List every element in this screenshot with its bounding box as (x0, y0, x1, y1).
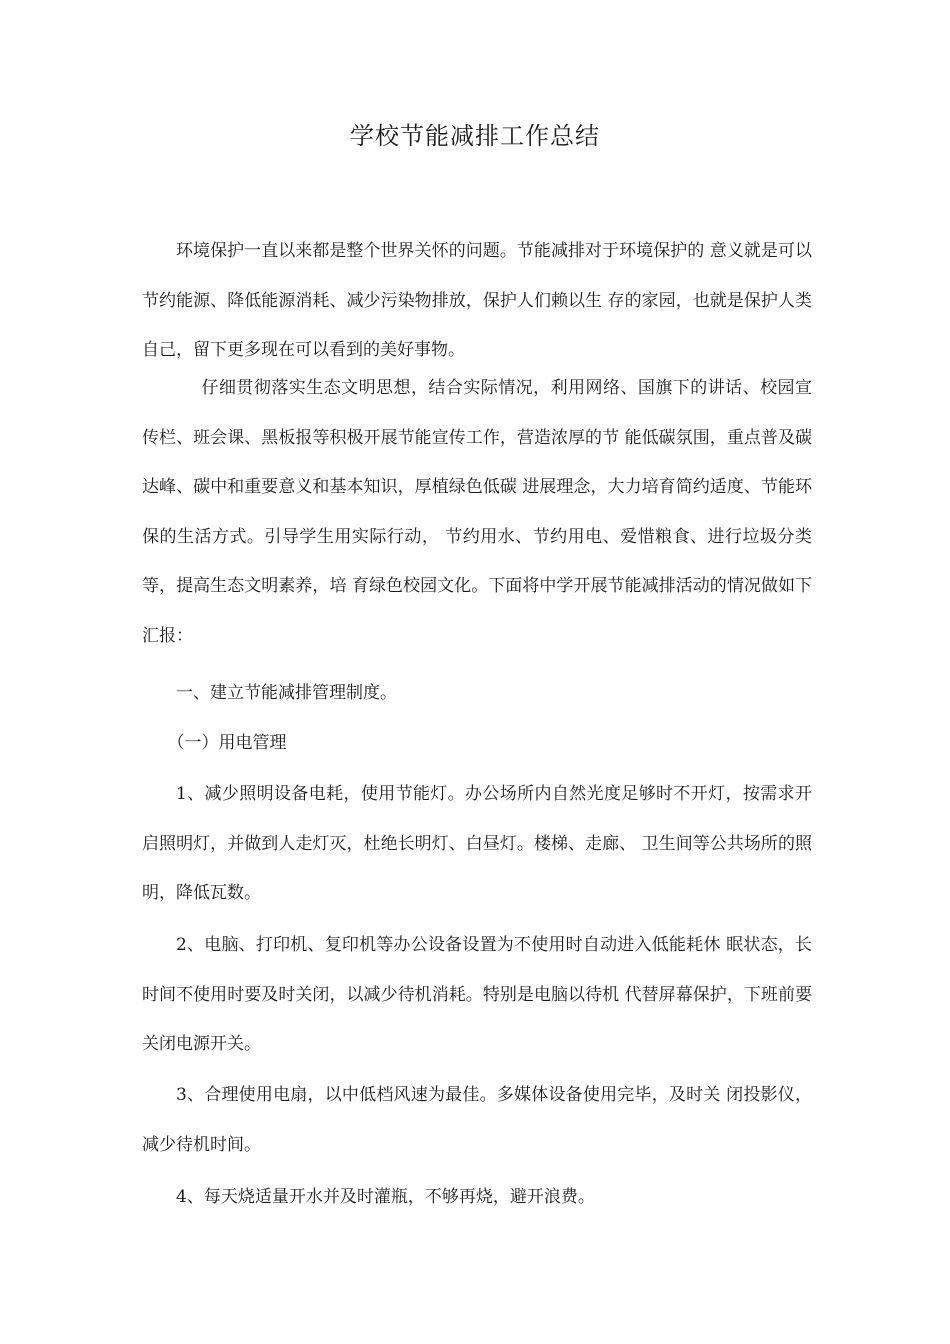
section-heading-1: 一、建立节能减排管理制度。 (176, 683, 397, 703)
paragraph-intro: 环境保护一直以来都是整个世界关怀的问题。节能减排对于环境保护的 意义就是可以节约能源、降低能源消耗、减少污染物排放，保护人们赖以生 存的家园，也就是保护人类自己，留下更多现在可以看到的美好事物。 (142, 241, 812, 360)
list-item-office-equipment: 2、电脑、打印机、复印机等办公设备设置为不使用时自动进入低能耗休 眠状态，长时间不使用时要及时关闭，以减少待机消耗。特别是电脑以待机 代替屏幕保护，下班前要关闭电源开关。 (142, 935, 812, 1054)
paragraph-implementation: 仔细贯彻落实生态文明思想，结合实际情况，利用网络、国旗下的讲话、校园宣传栏、班会课、黑板报等积极开展节能宣传工作，营造浓厚的节 能低碳氛围，重点普及碳达峰、碳中和重要意义和基本知识，厚植绿色低碳 进展理念，大力培育简约适度、节能环保的生活方式。引导学生用实际行动， 节约用水、节约用电、爱惜粮食、进行垃圾分类等，提高生态文明素养，培 育绿色校园文化。下面将中学开展节能减排活动的情况做如下汇报： (142, 378, 812, 646)
list-item-boiling-water: 4、每天烧适量开水并及时灌瓶，不够再烧，避开浪费。 (176, 1187, 595, 1207)
list-item-fans-projector: 3、合理使用电扇，以中低档风速为最佳。多媒体设备使用完毕，及时关 闭投影仪，减少待机时间。 (142, 1085, 812, 1155)
list-item-lighting: 1、减少照明设备电耗，使用节能灯。办公场所内自然光度足够时不开灯，按需求开启照明灯，并做到人走灯灭，杜绝长明灯、白昼灯。楼梯、走廊、 卫生间等公共场所的照明，降低瓦数。 (142, 784, 812, 903)
subsection-heading-electricity: （一）用电管理 (167, 733, 287, 753)
document-title: 学校节能减排工作总结 (350, 122, 600, 150)
